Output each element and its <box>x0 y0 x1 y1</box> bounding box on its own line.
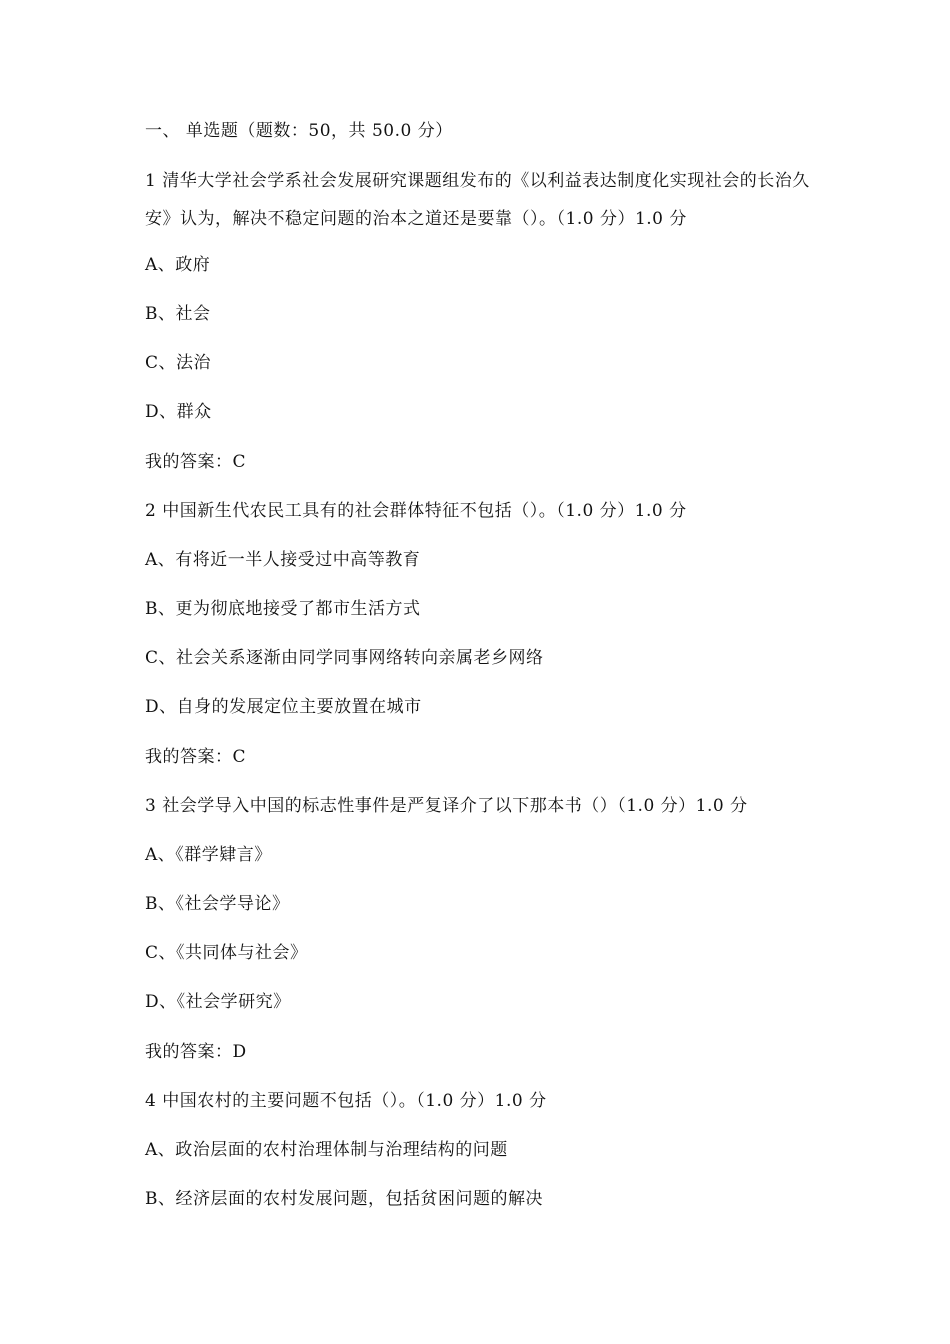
question-1-option-a: A、政府 <box>145 255 211 275</box>
question-4-option-a: A、政治层面的农村治理体制与治理结构的问题 <box>145 1140 508 1160</box>
question-4-option-b: B、经济层面的农村发展问题，包括贫困问题的解决 <box>145 1189 543 1209</box>
question-3-option-d: D、《社会学研究》 <box>145 992 291 1012</box>
question-2-option-c: C、社会关系逐渐由同学同事网络转向亲属老乡网络 <box>145 648 544 668</box>
question-3-option-c: C、《共同体与社会》 <box>145 943 308 963</box>
question-3-answer: 我的答案：D <box>145 1042 247 1062</box>
question-1-option-d: D、群众 <box>145 402 212 422</box>
question-2-option-a: A、有将近一半人接受过中高等教育 <box>145 550 421 570</box>
question-1-option-b: B、社会 <box>145 304 211 324</box>
section-title: 一、 单选题（题数：50，共 50.0 分） <box>145 121 453 141</box>
question-2-option-b: B、更为彻底地接受了都市生活方式 <box>145 599 421 619</box>
question-3-option-a: A、《群学肄言》 <box>145 845 272 865</box>
question-2-option-d: D、自身的发展定位主要放置在城市 <box>145 697 422 717</box>
question-1-option-c: C、法治 <box>145 353 212 373</box>
question-2-text: 2 中国新生代农民工具有的社会群体特征不包括（）。（1.0 分）1.0 分 <box>145 501 687 521</box>
question-3-option-b: B、《社会学导论》 <box>145 894 290 914</box>
question-2-answer: 我的答案：C <box>145 747 247 767</box>
question-1-answer: 我的答案：C <box>145 452 247 472</box>
question-3-text: 3 社会学导入中国的标志性事件是严复译介了以下那本书（）（1.0 分）1.0 分 <box>145 796 748 816</box>
question-1-text: 1 清华大学社会学系社会发展研究课题组发布的《以利益表达制度化实现社会的长治久安》认为，解决不稳定问题的治本之道还是要靠（）。（1.0 分）1.0 分 <box>145 171 810 229</box>
question-4-text: 4 中国农村的主要问题不包括（）。（1.0 分）1.0 分 <box>145 1091 547 1111</box>
